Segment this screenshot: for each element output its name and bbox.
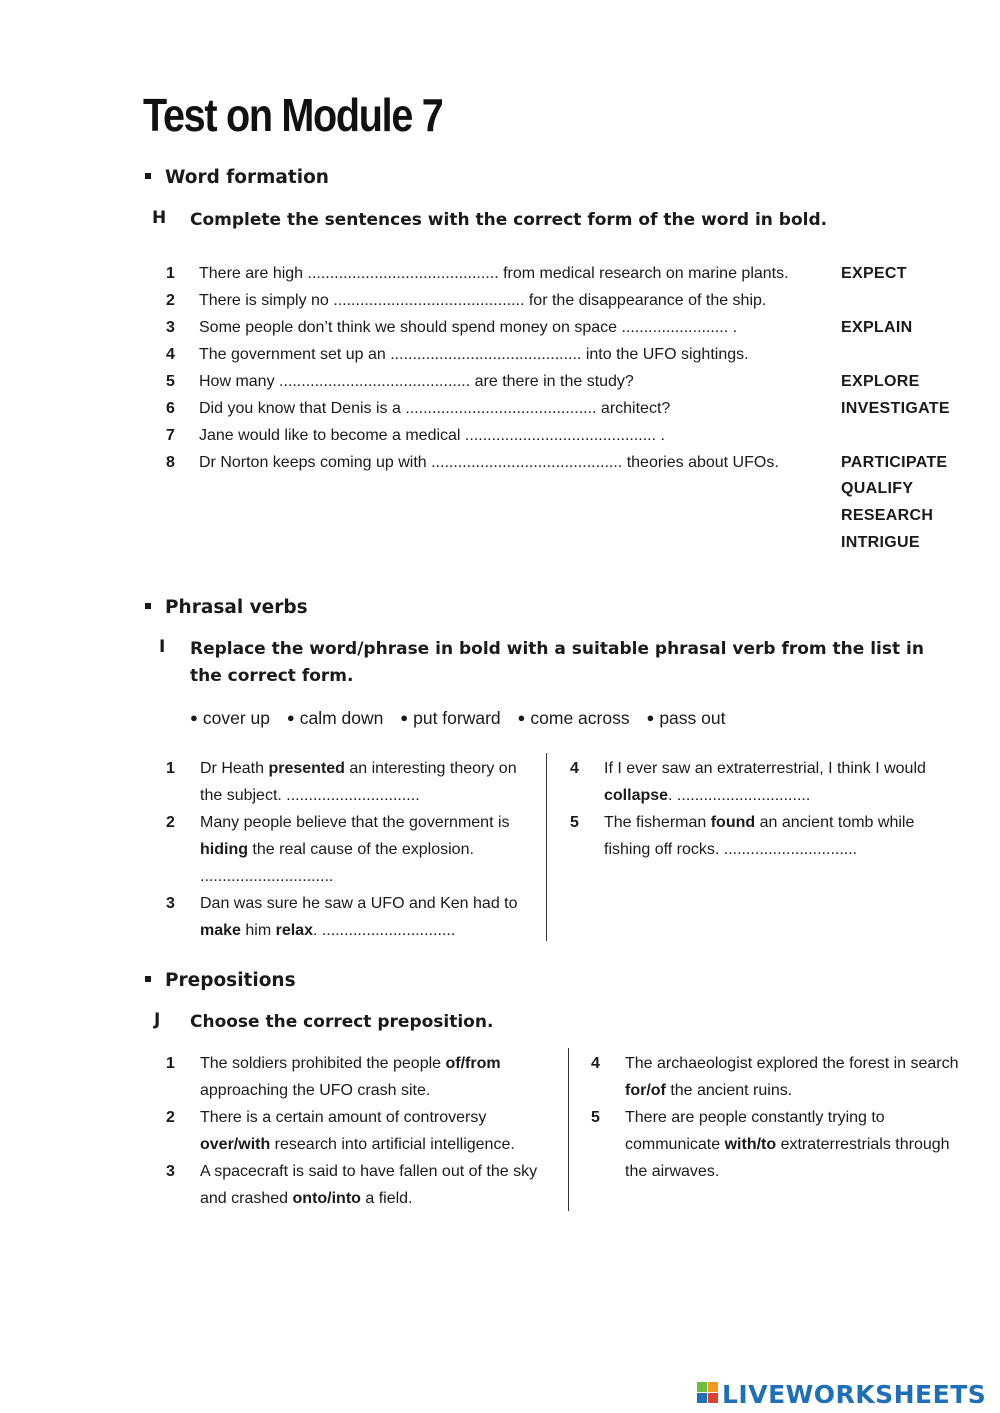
item-number: 1	[166, 265, 175, 282]
bold-word: onto/into	[292, 1190, 361, 1207]
keyword: INVESTIGATE	[841, 400, 950, 417]
sentence-item: Jane would like to become a medical ........................................... .	[199, 427, 665, 444]
bold-word: make	[200, 922, 241, 939]
phrasal-verb-option: calm down	[299, 708, 384, 728]
bold-word: presented	[268, 760, 345, 777]
sentence-item: Dr Norton keeps coming up with ........................................... theories about UFOs.	[199, 454, 779, 471]
sentence-item: The government set up an ........................................... into the UFO sightings.	[199, 346, 749, 363]
bold-word: collapse	[604, 787, 669, 804]
item-number: 2	[166, 1109, 175, 1126]
bullet-icon	[145, 603, 151, 609]
item-number: 5	[570, 814, 579, 831]
phrasal-verb-option: cover up	[202, 708, 270, 728]
column-divider	[546, 753, 547, 941]
item-number: 4	[570, 760, 579, 777]
item-number: 1	[166, 1055, 175, 1072]
sentence-item: There is simply no ........................................... for the disappearance of the ship.	[199, 292, 767, 309]
bullet-dot-icon: ●	[190, 710, 198, 725]
keyword: QUALIFY	[841, 480, 914, 497]
bold-word: of/from	[445, 1055, 501, 1072]
exercise-letter-j: J	[154, 1010, 161, 1030]
item-number: 5	[591, 1109, 600, 1126]
prepositions-column-right	[591, 1050, 976, 1185]
keyword: INTRIGUE	[841, 534, 920, 551]
keyword: EXPLAIN	[841, 319, 913, 336]
item-number: 7	[166, 427, 175, 444]
list-item: 4 The archaeologist explored the forest in search for/of the ancient ruins.	[591, 1050, 976, 1104]
keyword: PARTICIPATE	[841, 454, 948, 471]
sentence-item: Some people don’t think we should spend money on space ........................ .	[199, 319, 738, 336]
phrasal-verb-option: pass out	[659, 708, 726, 728]
list-item: 2 There is a certain amount of controversy over/with research into artificial intelligence.	[166, 1104, 560, 1158]
sentence-item: How many ........................................... are there in the study?	[199, 373, 634, 390]
section-heading-word-formation: Word formation	[145, 167, 329, 188]
item-number: 3	[166, 1163, 175, 1180]
item-number: 4	[591, 1055, 600, 1072]
logo-text: LIVEWORKSHEETS	[722, 1379, 987, 1409]
bullet-dot-icon: ●	[646, 710, 655, 725]
item-number: 6	[166, 400, 175, 417]
exercise-letter-h: H	[152, 208, 167, 228]
list-item: 1 The soldiers prohibited the people of/from approaching the UFO crash site.	[166, 1050, 560, 1104]
phrasal-verb-option: come across	[530, 708, 630, 728]
exercise-instruction-h: Complete the sentences with the correct form of the word in bold.	[190, 210, 828, 230]
bold-word: relax	[275, 922, 313, 939]
keyword: EXPLORE	[841, 373, 920, 390]
phrasal-verbs-column-left	[166, 755, 538, 944]
liveworksheets-logo[interactable]	[697, 1378, 986, 1410]
phrasal-verb-option: put forward	[413, 708, 501, 728]
item-number: 3	[166, 319, 175, 336]
phrasal-verb-list	[190, 705, 737, 733]
list-item: 5 There are people constantly trying to communicate with/to extraterrestrials through the airwaves.	[591, 1104, 976, 1185]
bold-word: over/with	[200, 1136, 271, 1153]
list-item: 1 Dr Heath presented an interesting theory on the subject. ..............................	[166, 755, 538, 809]
exercise-instruction-j: Choose the correct preposition.	[190, 1012, 494, 1032]
bullet-dot-icon: ●	[286, 710, 295, 725]
exercise-letter-i: I	[159, 637, 166, 657]
section-heading-phrasal-verbs: Phrasal verbs	[145, 597, 308, 618]
bold-word: with/to	[724, 1136, 777, 1153]
item-number: 8	[166, 454, 175, 471]
bullet-dot-icon: ●	[517, 710, 526, 725]
sentence-item: There are high ........................................... from medical research on marine plants.	[199, 265, 789, 282]
item-number: 1	[166, 760, 175, 777]
item-number: 2	[166, 292, 175, 309]
list-item: 5 The fisherman found an ancient tomb while fishing off rocks. ..............................	[570, 809, 950, 863]
list-item: 2 Many people believe that the government is hiding the real cause of the explosion. ..............................	[166, 809, 538, 890]
item-number: 5	[166, 373, 175, 390]
item-number: 4	[166, 346, 175, 363]
keyword: RESEARCH	[841, 507, 934, 524]
bullet-dot-icon: ●	[400, 710, 409, 725]
page-title: Test on Module 7	[143, 89, 443, 141]
keyword: EXPECT	[841, 265, 907, 282]
exercise-instruction-i: Replace the word/phrase in bold with a suitable phrasal verb from the list in the correct form.	[190, 639, 924, 686]
liveworksheets-mark-icon	[697, 1382, 719, 1406]
bold-word: for/of	[625, 1082, 666, 1099]
phrasal-verbs-column-right	[570, 755, 950, 863]
item-number: 2	[166, 814, 175, 831]
bullet-icon	[145, 173, 151, 179]
list-item: 3 A spacecraft is said to have fallen out of the sky and crashed onto/into a field.	[166, 1158, 560, 1212]
prepositions-column-left	[166, 1050, 560, 1212]
bullet-icon	[145, 976, 151, 982]
sentence-item: Did you know that Denis is a ........................................... architect?	[199, 400, 671, 417]
bold-word: hiding	[200, 841, 248, 858]
bold-word: found	[710, 814, 756, 831]
item-number: 3	[166, 895, 175, 912]
column-divider	[568, 1048, 569, 1211]
list-item: 4 If I ever saw an extraterrestrial, I think I would collapse. ..............................	[570, 755, 950, 809]
section-heading-prepositions: Prepositions	[145, 970, 296, 991]
list-item: 3 Dan was sure he saw a UFO and Ken had to make him relax. ..............................	[166, 890, 538, 944]
